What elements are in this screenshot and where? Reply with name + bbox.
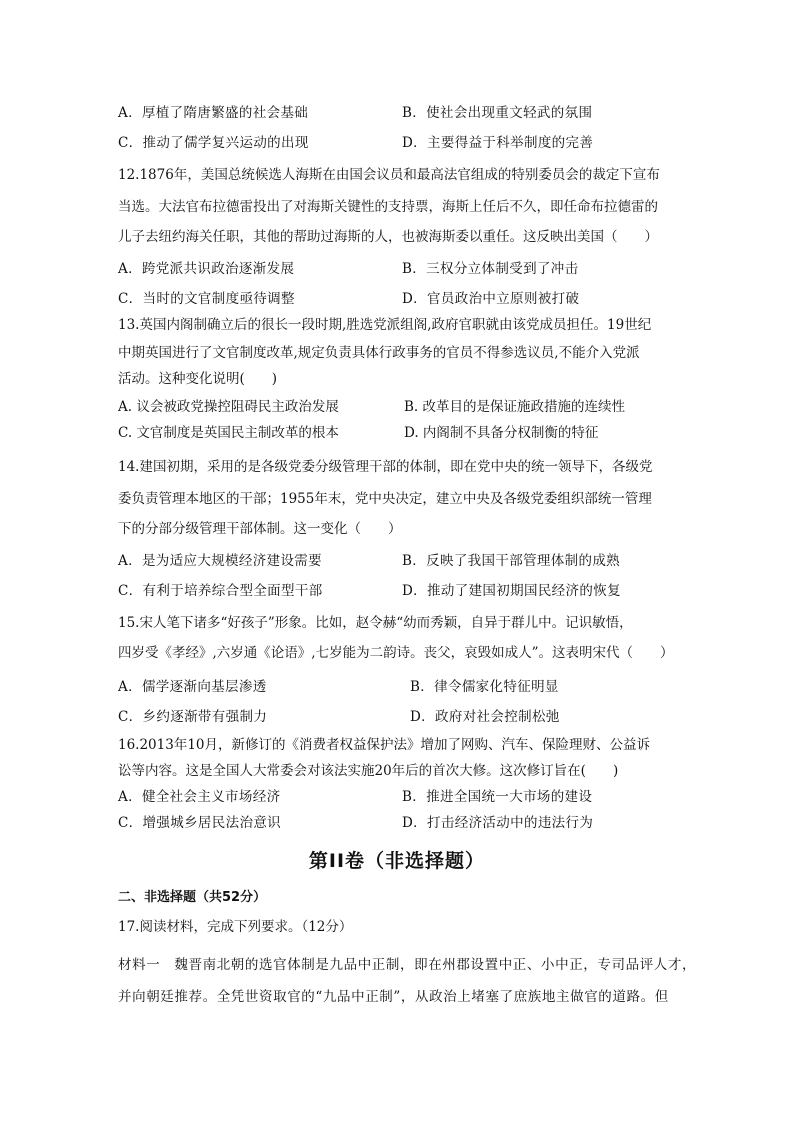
q14-stem-line-2: 委负责管理本地区的干部；1955年末，党中央决定，建立中央及各级党委组织部统一管理 [118,491,652,507]
q15-stem-line-2: 四岁受《孝经》,六岁通《论语》,七岁能为二韵诗。丧父，哀毁如成人”。这表明宋代（ ） [118,645,674,661]
q12-option-d: D．官员政治中立原则被打破 [402,291,580,307]
q17-material-line-1: 材料一 魏晋南北朝的选官体制是九品中正制，即在州郡设置中正、小中正，专司品评人才， [118,957,697,973]
q13-stem-line-3: 活动。这种变化说明( ) [118,371,278,387]
section-heading: 二、非选择题（共52分） [118,890,267,905]
q15-option-a: A．儒学逐渐向基层渗透 [118,679,267,695]
q15-option-c: C．乡约逐渐带有强制力 [118,709,268,725]
q13-option-d: D. 内阁制不具备分权制衡的特征 [404,425,599,441]
q12-stem-line-2: 当选。大法官布拉德雷投出了对海斯关键性的支持票，海斯上任后不久，即任命布拉德雷的 [118,199,658,215]
q12-option-c: C．当时的文官制度亟待调整 [118,291,295,307]
q11-option-d: D．主要得益于科举制度的完善 [402,135,594,151]
q16-option-c: C．增强城乡居民法治意识 [118,815,282,831]
q12-stem-line-1: 12.1876年，美国总统候选人海斯在由国会议员和最高法官组成的特别委员会的裁定下宣布 [118,167,660,183]
q16-stem-line-2: 讼等内容。这是全国人大常委会对该法实施20年后的首次大修。这次修订旨在( ) [118,763,619,779]
q13-stem-line-1: 13.英国内阁制确立后的很长一段时期,胜选党派组阁,政府官职就由该党成员担任。19世纪 [118,317,652,333]
q14-option-d: D．推动了建国初期国民经济的恢复 [402,583,621,599]
q16-option-b: B．推进全国统一大市场的建设 [402,789,593,805]
q11-option-c: C．推动了儒学复兴运动的出现 [118,135,309,151]
q11-option-b: B．使社会出现重文轻武的氛围 [402,105,593,121]
q13-option-c: C. 文官制度是英国民主制改革的根本 [118,425,339,441]
q13-option-b: B. 改革目的是保证施政措施的连续性 [404,399,626,415]
q14-option-c: C．有利于培养综合型全面型干部 [118,583,323,599]
q15-stem-line-1: 15.宋人笔下诸多“好孩子”形象。比如，赵令赫“幼而秀颖，自异于群儿中。记识敏悟， [118,615,633,631]
q15-option-b: B．律令儒家化特征明显 [410,679,559,695]
q14-option-b: B．反映了我国干部管理体制的成熟 [402,553,621,569]
q14-stem-line-3: 下的分部分级管理干部体制。这一变化（ ） [118,521,402,537]
q17-material-line-2: 并向朝廷推荐。全凭世资取官的“九品中正制”，从政治上堵塞了庶族地主做官的道路。但 [118,989,669,1005]
q11-option-a: A．厚植了隋唐繁盛的社会基础 [118,105,309,121]
q16-option-a: A．健全社会主义市场经济 [118,789,281,805]
q13-option-a: A. 议会被政党操控阻碍民主政治发展 [118,399,339,415]
q12-option-b: B．三权分立体制受到了冲击 [402,261,579,277]
q12-option-a: A．跨党派共识政治逐渐发展 [118,261,295,277]
q14-stem-line-1: 14.建国初期，采用的是各级党委分级管理干部的体制，即在党中央的统一领导下，各级党 [118,459,653,475]
q16-option-d: D．打击经济活动中的违法行为 [402,815,594,831]
q12-stem-line-3: 儿子去纽约海关任职，其他的帮助过海斯的人，也被海斯委以重任。这反映出美国（ ） [118,229,658,245]
q15-option-d: D．政府对社会控制松弛 [410,709,560,725]
q13-stem-line-2: 中期英国进行了文官制度改革,规定负责具体行政事务的官员不得参选议员,不能介入党派 [118,345,640,361]
q17-stem: 17.阅读材料，完成下列要求。（12分） [118,919,353,935]
part-two-title: 第II卷（非选择题） [308,850,486,872]
q14-option-a: A．是为适应大规模经济建设需要 [118,553,322,569]
q16-stem-line-1: 16.2013年10月，新修订的《消费者权益保护法》增加了网购、汽车、保险理财、公益诉 [118,737,651,753]
